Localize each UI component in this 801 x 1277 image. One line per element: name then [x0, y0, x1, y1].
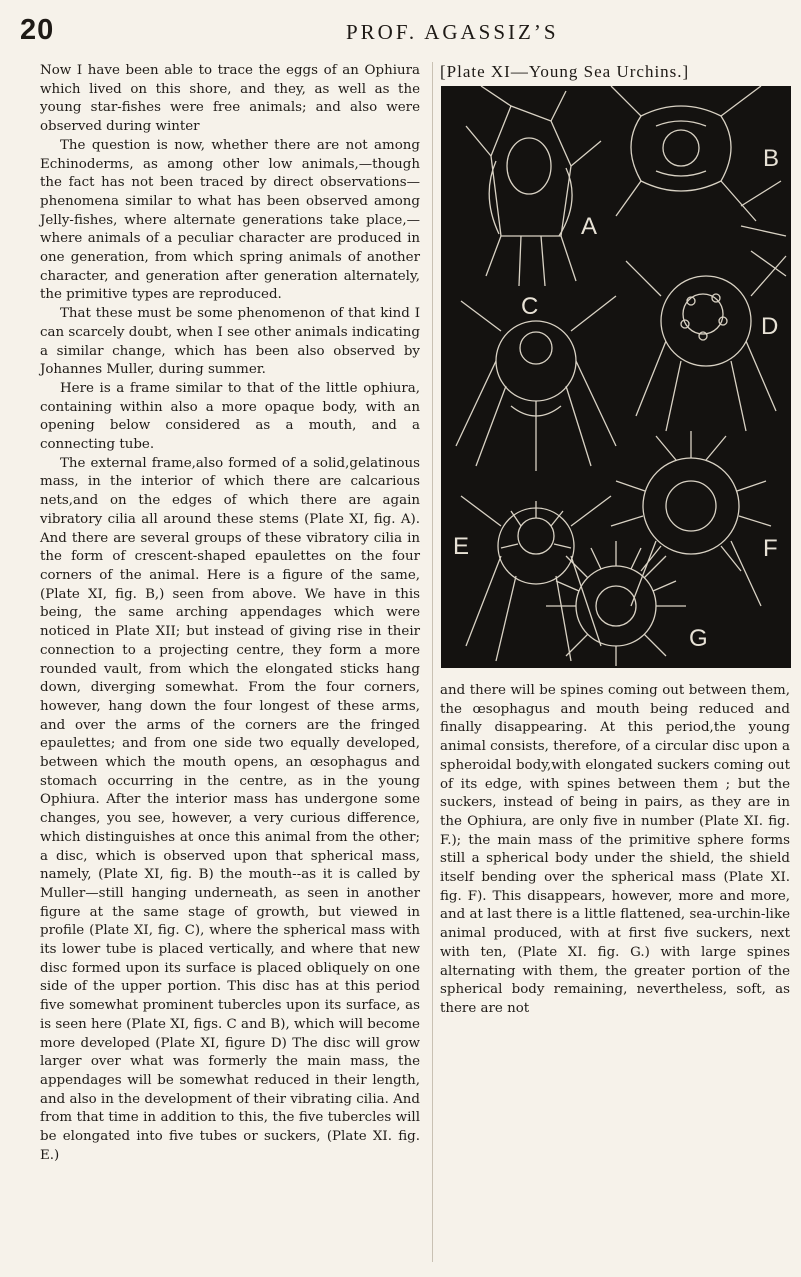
figure-d-larva [626, 256, 786, 431]
figure-g-sea-urchin [546, 541, 686, 666]
figure-label-b: B [763, 145, 780, 172]
figure-b-larva [611, 86, 786, 276]
page-number: 20 [20, 14, 55, 46]
column-divider [432, 62, 433, 1262]
figure-c-larva [456, 296, 616, 471]
paragraph: That these must be some phenomenon of that kind I can scarcely doubt, when I see other animals indicating a similar change, which has been also observed by Johannes Muller, during summer. [40, 306, 420, 378]
plate-figures [441, 86, 791, 668]
plate-illustration [441, 86, 791, 668]
paragraph: The external frame,also formed of a solid,gelatinous mass, in the interior of which there are calcarious nets,and on the edges of which there are again vibratory cilia all around these stems (Plate XI, fig. A). And there are several groups of these vibratory cilia in the form of crescent-shaped epaulettes on the four corners of the animal. Here is a figure of the same, (Plate XI, fig. B,) seen from above. We have in this being, the same arching appendages which were noticed in Plate XII; but instead of giving rise in their connection to a projecting centre, they form a more rounded vault, from which the elongated sticks hang down, diverging somewhat. From the four corners, however, hang down the four longest of these arms, and over the arms of the corners are the fringed epaulettes; and from one side two equally developed, between which the mouth opens, an œsophagus and stomach occurring in the centre, as in the young Ophiura. After the interior mass has undergone some changes, you see, however, a very curious difference, which distinguishes at once this animal from the other; a disc, which is observed upon that spherical mass, namely, (Plate XI, fig. B) the mouth--as it is called by Muller—still hanging underneath, as seen in another figure at the same stage of growth, but viewed in profile (Plate XI, fig. C), where the spherical mass with its lower tube is placed vertically, and where that new disc formed upon its surface is placed obliquely on one side of the upper portion. This disc has at this period five somewhat prominent tubercles upon its surface, as is seen here (Plate XI, figs. C and B), which will become more developed (Plate XI, figure D) The disc will grow larger over what was formerly the main mass, the appendages will be somewhat reduced in their length, and also in the development of their vibrating cilia. And from that time in addition to this, the five tubercles will be elongated into five tubes or suckers, (Plate XI. fig. E.) [40, 455, 420, 1163]
figure-label-e: E [453, 533, 470, 560]
figure-e-larva [461, 496, 611, 661]
paragraph: The question is now, whether there are not among Echinoderms, as among other low animals,—though the fact has not been traced by direct observations—phenomena similar to what has been observed among Jelly-fishes, where alternate generations take place,—where animals of a peculiar character are produced in one generation, from which spring animals of another character, and generation after generation alternately, the primitive types are reproduced. [40, 137, 420, 303]
figure-label-c: C [521, 293, 539, 320]
figure-label-f: F [763, 535, 778, 562]
paragraph: Now I have been able to trace the eggs of an Ophiura which lived on this shore, and they, as well as the young star-fishes were free animals; and also were observed during winter [40, 63, 420, 135]
running-head: PROF. AGASSIZ’S [346, 20, 559, 44]
paragraph: and there will be spines coming out between them, the œsophagus and mouth being reduced and finally disappearing. At this period,the young animal consists, therefore, of a circular disc upon a spheroidal body,with elongated suckers coming out of its edge, with spines between them ; but the suckers, instead of being in pairs, as they are in the Ophiura, are only five in number (Plate XI. fig. F.); the main mass of the primitive sphere forms still a spherical body under the shield, the shield itself bending over the spherical mass (Plate XI. fig. F). This disappears, however, more and more, and at last there is a little flattened, sea-urchin-like animal produced, with at first five suckers, next with ten, (Plate XI. fig. G.) with large spines alternating with them, the greater portion of the spherical body remaining, nevertheless, soft, as there are not [440, 683, 790, 1016]
paragraph: Here is a frame similar to that of the little ophiura, containing within also a more opaque body, with an opening below considered as a mouth, and a connecting tube. [40, 380, 420, 453]
page-header [20, 14, 790, 48]
right-column [440, 682, 790, 1019]
left-column [40, 62, 420, 1165]
plate-caption: [Plate XI—Young Sea Urchins.] [440, 62, 690, 81]
figure-label-g: G [689, 625, 708, 652]
figure-label-d: D [761, 313, 779, 340]
figure-a-larva [466, 86, 601, 286]
figure-f-larva [611, 431, 771, 606]
figure-label-a: A [581, 213, 598, 240]
